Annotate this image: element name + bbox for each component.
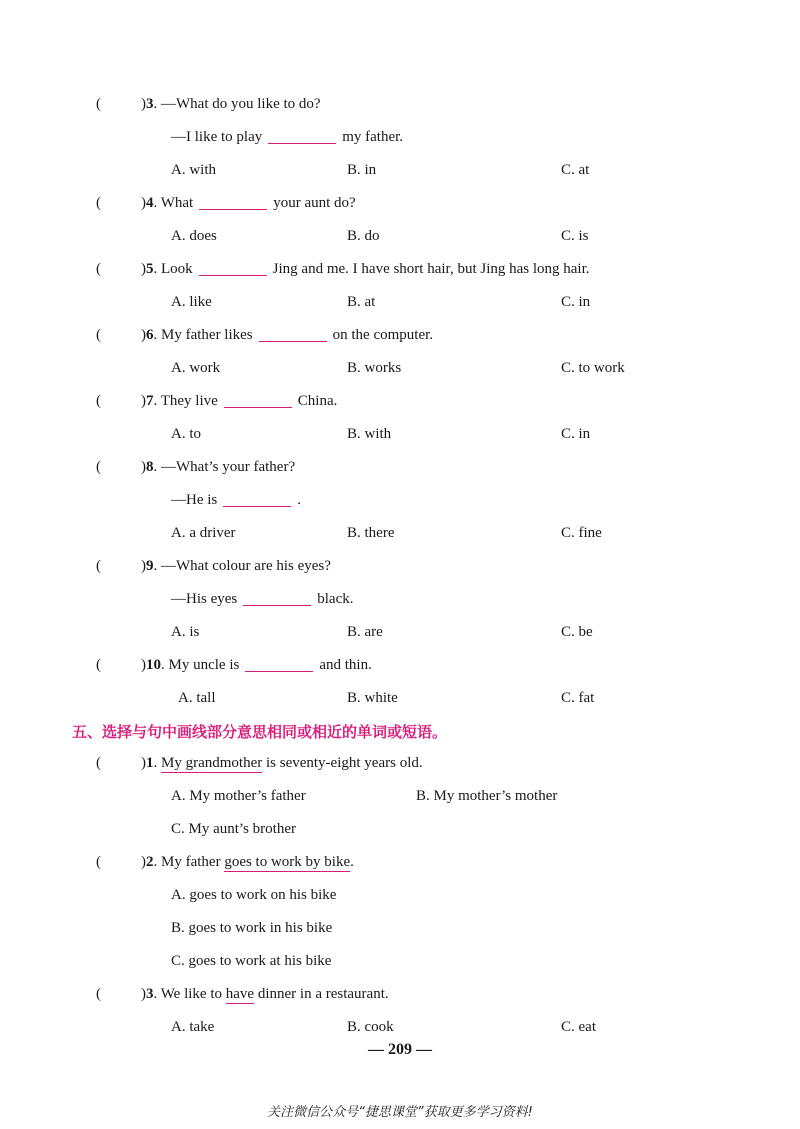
question-10: ( )10. My uncle is and thin. bbox=[96, 657, 372, 673]
option-b[interactable]: B. white bbox=[347, 690, 398, 706]
question-7: ( )7. They live China. bbox=[96, 393, 338, 409]
option-c[interactable]: C. is bbox=[561, 228, 589, 244]
section-heading: 五、选择与句中画线部分意思相同或相近的单词或短语。 bbox=[72, 723, 448, 741]
option-a[interactable]: A. take bbox=[171, 1019, 215, 1035]
question-4: ( )4. What your aunt do? bbox=[96, 195, 356, 211]
option-a[interactable]: A. tall bbox=[178, 690, 216, 706]
s5-question-2: ( )2. My father goes to work by bike. bbox=[96, 854, 354, 870]
question-3: ( )3. —What do you like to do? bbox=[96, 96, 321, 112]
option-c[interactable]: C. in bbox=[561, 294, 591, 310]
footer-note: 关注微信公众号“捷思课堂”获取更多学习资料! bbox=[267, 1105, 533, 1120]
answer-blank[interactable] bbox=[243, 591, 311, 606]
option-b[interactable]: B. cook bbox=[347, 1019, 394, 1035]
option-c[interactable]: C. My aunt’s brother bbox=[171, 821, 296, 837]
underlined-phrase: goes to work by bike bbox=[224, 854, 351, 870]
option-b[interactable]: B. there bbox=[347, 525, 395, 541]
answer-blank[interactable] bbox=[199, 195, 267, 210]
page-number: — 209 — bbox=[368, 1041, 432, 1058]
question-8: ( )8. —What’s your father? bbox=[96, 459, 296, 475]
option-b[interactable]: B. do bbox=[347, 228, 380, 244]
option-b[interactable]: B. in bbox=[347, 162, 377, 178]
question-6: ( )6. My father likes on the computer. bbox=[96, 327, 434, 343]
option-b[interactable]: B. with bbox=[347, 426, 392, 442]
option-a[interactable]: A. like bbox=[171, 294, 212, 310]
option-c[interactable]: C. in bbox=[561, 426, 591, 442]
option-c[interactable]: C. eat bbox=[561, 1019, 596, 1035]
s5-question-3: ( )3. We like to have dinner in a restaurant. bbox=[96, 986, 389, 1002]
underlined-phrase: My grandmother bbox=[161, 755, 263, 771]
option-b[interactable]: B. are bbox=[347, 624, 383, 640]
question-9: ( )9. —What colour are his eyes? bbox=[96, 558, 331, 574]
option-c[interactable]: C. to work bbox=[561, 360, 625, 376]
s5-question-1: ( )1. My grandmother is seventy-eight years old. bbox=[96, 755, 423, 771]
option-a[interactable]: A. to bbox=[171, 426, 201, 442]
option-a[interactable]: A. does bbox=[171, 228, 217, 244]
option-b[interactable]: B. at bbox=[347, 294, 376, 310]
option-a[interactable]: A. a driver bbox=[171, 525, 236, 541]
answer-blank[interactable] bbox=[224, 393, 292, 408]
answer-blank[interactable] bbox=[199, 261, 267, 276]
underlined-phrase: have bbox=[225, 986, 255, 1002]
option-c[interactable]: C. fine bbox=[561, 525, 602, 541]
answer-blank[interactable] bbox=[259, 327, 327, 342]
option-b[interactable]: B. My mother’s mother bbox=[416, 788, 558, 804]
answer-blank[interactable] bbox=[245, 657, 313, 672]
option-c[interactable]: C. goes to work at his bike bbox=[171, 953, 332, 969]
option-c[interactable]: C. fat bbox=[561, 690, 595, 706]
answer-blank[interactable] bbox=[223, 492, 291, 507]
question-5: ( )5. Look Jing and me. I have short hair, but Jing has long hair. bbox=[96, 261, 590, 277]
option-b[interactable]: B. goes to work in his bike bbox=[171, 920, 333, 936]
question-9-reply: —His eyes black. bbox=[171, 591, 354, 607]
option-a[interactable]: A. goes to work on his bike bbox=[171, 887, 337, 903]
question-3-reply: —I like to play my father. bbox=[171, 129, 404, 145]
option-a[interactable]: A. My mother’s father bbox=[171, 788, 306, 804]
option-a[interactable]: A. with bbox=[171, 162, 216, 178]
option-b[interactable]: B. works bbox=[347, 360, 402, 376]
option-c[interactable]: C. be bbox=[561, 624, 593, 640]
answer-blank[interactable] bbox=[268, 129, 336, 144]
option-a[interactable]: A. work bbox=[171, 360, 221, 376]
option-a[interactable]: A. is bbox=[171, 624, 200, 640]
option-c[interactable]: C. at bbox=[561, 162, 590, 178]
question-8-reply: —He is . bbox=[171, 492, 301, 508]
